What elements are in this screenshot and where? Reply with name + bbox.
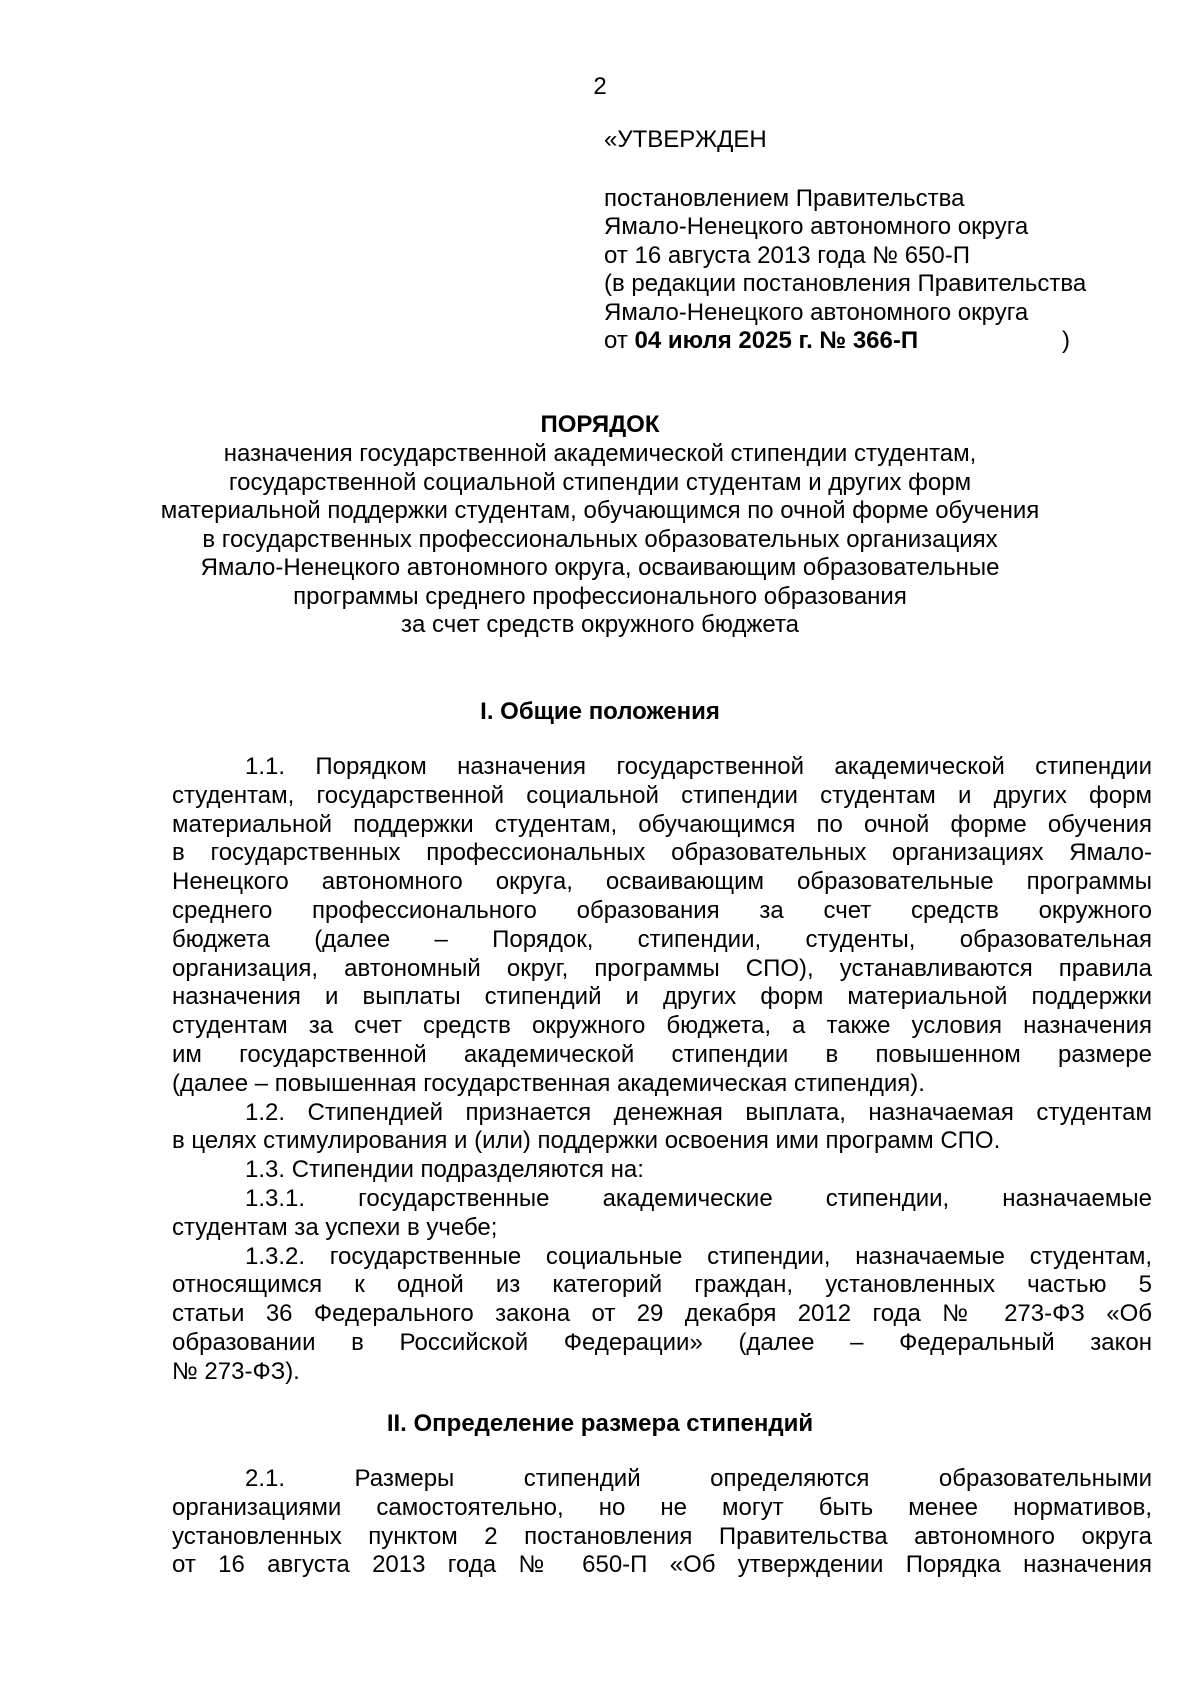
subtitle-line: государственной социальной стипендии студентам и других форм — [228, 468, 972, 496]
approval-date-line — [604, 327, 1086, 356]
document-title: ПОРЯДОК — [540, 411, 660, 438]
paragraph-line: бюджета (далее – Порядок, стипендии, студенты, образовательная — [172, 925, 1152, 953]
paragraph-line: Ненецкого автономного округа, осваивающим образовательные программы — [172, 868, 1152, 896]
section-1-heading: I. Общие положения — [480, 698, 720, 725]
approval-line: постановлением Правительства — [604, 184, 965, 212]
approval-stamp — [604, 126, 1086, 356]
paragraph-line: образовании в Российской Федерации» (далее – Федеральный закон — [172, 1328, 1152, 1356]
paragraph-line: организациями самостоятельно, но не могут быть менее нормативов, — [172, 1493, 1152, 1521]
subtitle-line: в государственных профессиональных образовательных организациях — [202, 525, 998, 553]
paragraph-line: в целях стимулирования и (или) поддержки освоения ими программ СПО. — [172, 1127, 1001, 1155]
section-1-body — [172, 753, 1152, 1387]
approval-heading: «УТВЕРЖДЕН — [604, 126, 767, 153]
paragraph-line: организация, автономный округ, программы СПО), устанавливаются правила — [172, 954, 1152, 982]
paragraph-line: назначения и выплаты стипендий и других форм материальной поддержки — [172, 983, 1152, 1011]
subtitle-line: назначения государственной академической стипендии студентам, — [223, 440, 977, 467]
paragraph-line: 1.2. Стипендией признается денежная выплата, назначаемая студентам — [245, 1098, 1152, 1126]
paragraph-line: относящимся к одной из категорий граждан, установленных частью 5 — [172, 1271, 1152, 1299]
subtitle-line: за счет средств окружного бюджета — [400, 611, 800, 638]
paragraph-line: 1.3.1. государственные академические стипендии, назначаемые — [245, 1184, 1152, 1212]
paragraph-line: (далее – повышенная государственная академическая стипендия). — [172, 1069, 925, 1097]
approval-line: Ямало-Ненецкого автономного округа — [604, 213, 1029, 240]
paragraph-line: студентам за счет средств окружного бюджета, а также условия назначения — [172, 1012, 1152, 1040]
paragraph-line: среднего профессионального образования за счет средств окружного — [172, 896, 1152, 924]
paragraph-line: статьи 36 Федерального закона от 29 декабря 2012 года № 273-ФЗ «Об — [172, 1300, 1152, 1328]
subtitle-line: материальной поддержки студентам, обучающимся по очной форме обучения — [160, 497, 1040, 524]
approval-line: Ямало-Ненецкого автономного округа — [604, 298, 1029, 326]
paragraph-line: в государственных профессиональных образовательных организациях Ямало- — [172, 839, 1152, 867]
paragraph-line: № 273-ФЗ). — [172, 1357, 300, 1385]
approval-line: от 16 августа 2013 года № 650-П — [604, 241, 970, 269]
approval-date-close: ) — [1062, 327, 1070, 354]
paragraph-line: 1.1. Порядком назначения государственной академической стипендии — [245, 753, 1152, 780]
paragraph-line: студентам, государственной социальной стипендии студентам и других форм — [172, 781, 1152, 809]
subtitle-line: программы среднего профессионального образования — [293, 582, 907, 610]
paragraph-line: 1.3.2. государственные социальные стипендии, назначаемые студентам, — [245, 1242, 1152, 1270]
document-subtitle — [150, 440, 1050, 640]
paragraph-line: им государственной академической стипендии в повышенном размере — [172, 1040, 1152, 1068]
approval-gap — [604, 155, 1086, 185]
approval-date-prefix: от — [604, 327, 635, 354]
paragraph-line: 2.1. Размеры стипендий определяются образовательными — [245, 1465, 1152, 1492]
approval-line: (в редакции постановления Правительства — [604, 270, 1087, 297]
approval-date-value: 04 июля 2025 г. № 366-П — [634, 327, 919, 354]
section-2-heading: II. Определение размера стипендий — [386, 1410, 814, 1437]
paragraph-line: установленных пунктом 2 постановления Правительства автономного округа — [172, 1522, 1152, 1550]
subtitle-line: Ямало-Ненецкого автономного округа, осваивающим образовательные — [200, 554, 1000, 581]
paragraph-line: студентам за успехи в учебе; — [172, 1213, 498, 1241]
paragraph-line: 1.3. Стипендии подразделяются на: — [245, 1156, 644, 1184]
section-2-body — [172, 1465, 1152, 1580]
paragraph-line: от 16 августа 2013 года № 650-П «Об утверждении Порядка назначения — [172, 1551, 1152, 1579]
paragraph-line: материальной поддержки студентам, обучающимся по очной форме обучения — [172, 810, 1152, 838]
page-number: 2 — [593, 73, 607, 100]
